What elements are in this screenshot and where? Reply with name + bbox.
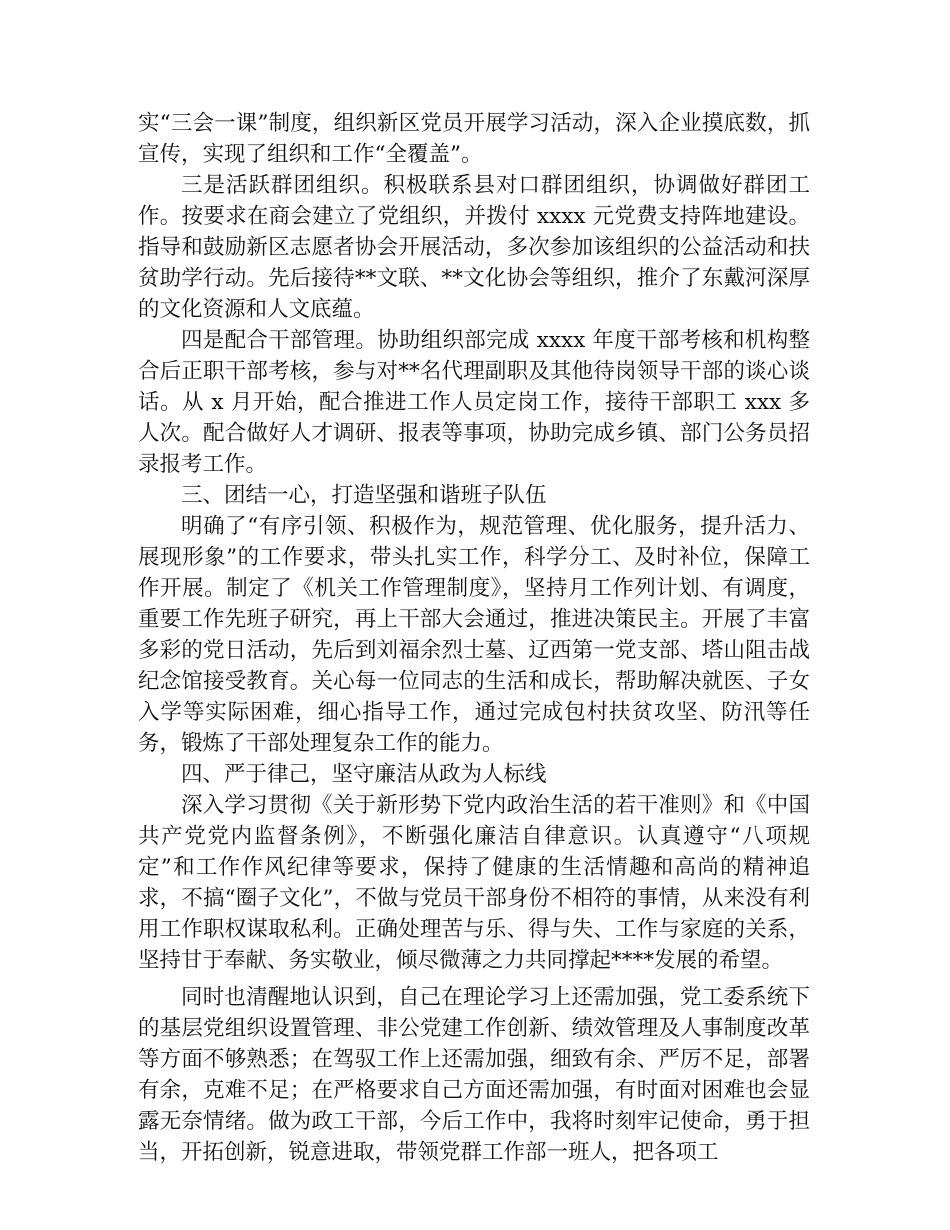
paragraph-self-discipline: 深入学习贯彻《关于新形势下党内政治生活的若干准则》和《中国共产党党内监督条例》，不断强化廉洁自律意识。认真遵守“八项规定”和工作作风纪律等要求，保持了健康的生活情趣和高尚的精神追求，不搞“圈子文化”，不做与党员干部身份不相符的事情，从来没有利用工作职权谋取私利。正确处理苦与乐、得与失、工作与家庭的关系，坚持甘于奉献、务实敬业，倾尽微薄之力共同撑起****发展的希望。 [138,793,810,973]
paragraph-team-unity: 明确了“有序引领、积极作为，规范管理、优化服务，提升活力、展现形象”的工作要求，带头扎实工作，科学分工、及时补位，保障工作开展。制定了《机关工作管理制度》，坚持月工作列计划、有调度，重要工作先班子研究，再上干部大会通过，推进决策民主。开展了丰富多彩的党日活动，先后到刘福余烈士墓、辽西第一党支部、塔山阻击战纪念馆接受教育。关心每一位同志的生活和成长，帮助解决就医、子女入学等实际困难，细心指导工作，通过完成包村扶贫攻坚、防汛等任务，锻炼了干部处理复杂工作的能力。 [138,514,810,756]
document-body [138,108,810,1168]
paragraph-mass-organizations: 三是活跃群团组织。积极联系县对口群团组织，协调做好群团工作。按要求在商会建立了党组织，并拨付 xxxx 元党费支持阵地建设。指导和鼓励新区志愿者协会开展活动，多次参加该组织的公益活动和扶贫助学行动。先后接待**文联、**文化协会等组织，推介了东戴河深厚的文化资源和人文底蕴。 [138,173,810,322]
paragraph-continuation: 实“三会一课”制度，组织新区党员开展学习活动，深入企业摸底数，抓宣传，实现了组织和工作“全覆盖”。 [138,111,810,167]
section-heading-team-unity: 三、团结一心，打造坚强和谐班子队伍 [181,483,547,508]
section-heading-self-discipline: 四、严于律己，坚守廉洁从政为人标线 [181,762,547,787]
paragraph-cadre-management: 四是配合干部管理。协助组织部完成 xxxx 年度干部考核和机构整合后正职干部考核，参与对**名代理副职及其他待岗领导干部的谈心谈话。从 x 月开始，配合推进工作人员定岗工作，接待干部职工 xxx 多人次。配合做好人才调研、报表等事项，协助完成乡镇、部门公务员招录报考工作。 [138,328,810,477]
paragraph-shortcomings: 同时也清醒地认识到，自己在理论学习上还需加强，党工委系统下的基层党组织设置管理、非公党建工作创新、绩效管理及人事制度改革等方面不够熟悉；在驾驭工作上还需加强，细致有余、严厉不足，部署有余，克难不足；在严格要求自己方面还需加强，有时面对困难也会显露无奈情绪。做为政工干部，今后工作中，我将时刻牢记使命，勇于担当，开拓创新，锐意进取，带领党群工作部一班人，把各项工 [138,985,810,1165]
